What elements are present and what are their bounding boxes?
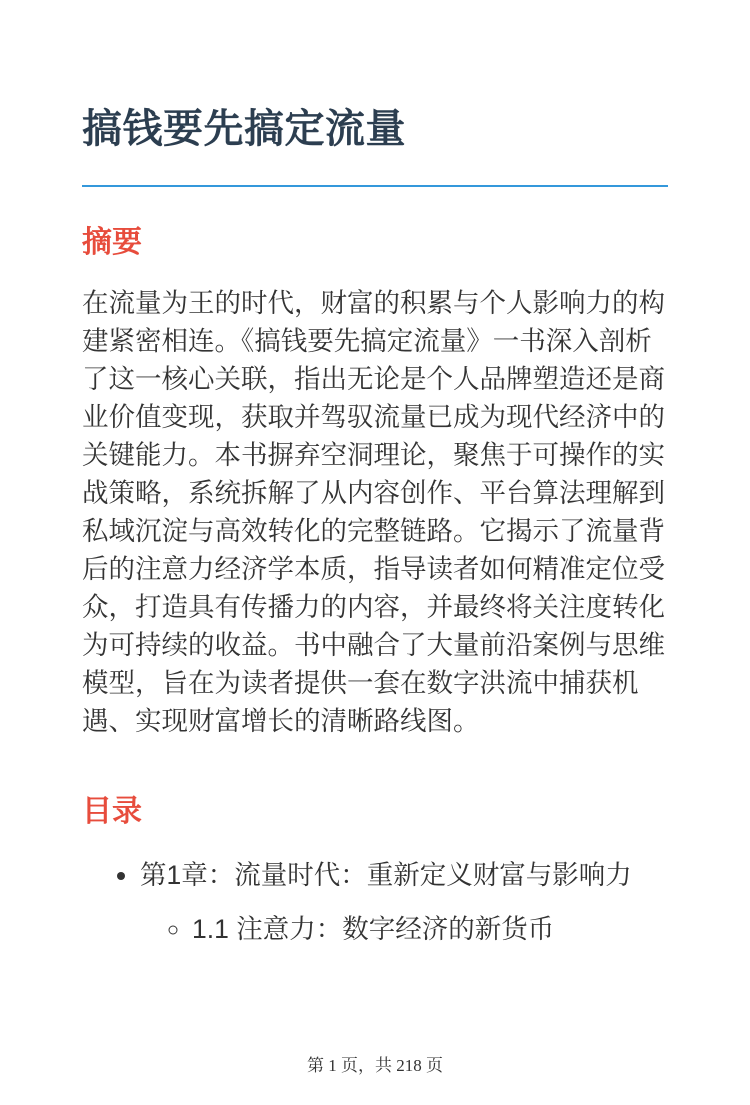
toc-item-label: 第1章：流量时代：重新定义财富与影响力 — [140, 860, 632, 890]
toc-list — [82, 856, 668, 948]
toc-heading: 目录 — [82, 795, 142, 828]
toc-item-chapter-1 — [140, 856, 668, 948]
toc-subitem-1-1 — [192, 910, 668, 948]
document-page — [82, 105, 668, 1105]
page-title: 搞钱要先搞定流量 — [82, 105, 668, 187]
toc-sublist-chapter-1 — [140, 910, 668, 948]
toc-subitem-label: 1.1 注意力：数字经济的新货币 — [192, 914, 555, 944]
abstract-paragraph: 在流量为王的时代，财富的积累与个人影响力的构建紧密相连。《搞钱要先搞定流量》一书深入剖析了这一核心关联，指出无论是个人品牌塑造还是商业价值变现，获取并驾驭流量已成为现代经济中的关键能力。本书摒弃空洞理论，聚焦于可操作的实战策略，系统拆解了从内容创作、平台算法理解到私域沉淀与高效转化的完整链路。它揭示了流量背后的注意力经济学本质，指导读者如何精准定位受众，打造具有传播力的内容，并最终将关注度转化为可持续的收益。书中融合了大量前沿案例与思维模型，旨在为读者提供一套在数字洪流中捕获机遇、实现财富增长的清晰路线图。 — [82, 288, 665, 736]
page-number: 第 1 页，共 218 页 — [307, 1056, 443, 1075]
abstract-heading: 摘要 — [82, 226, 142, 259]
